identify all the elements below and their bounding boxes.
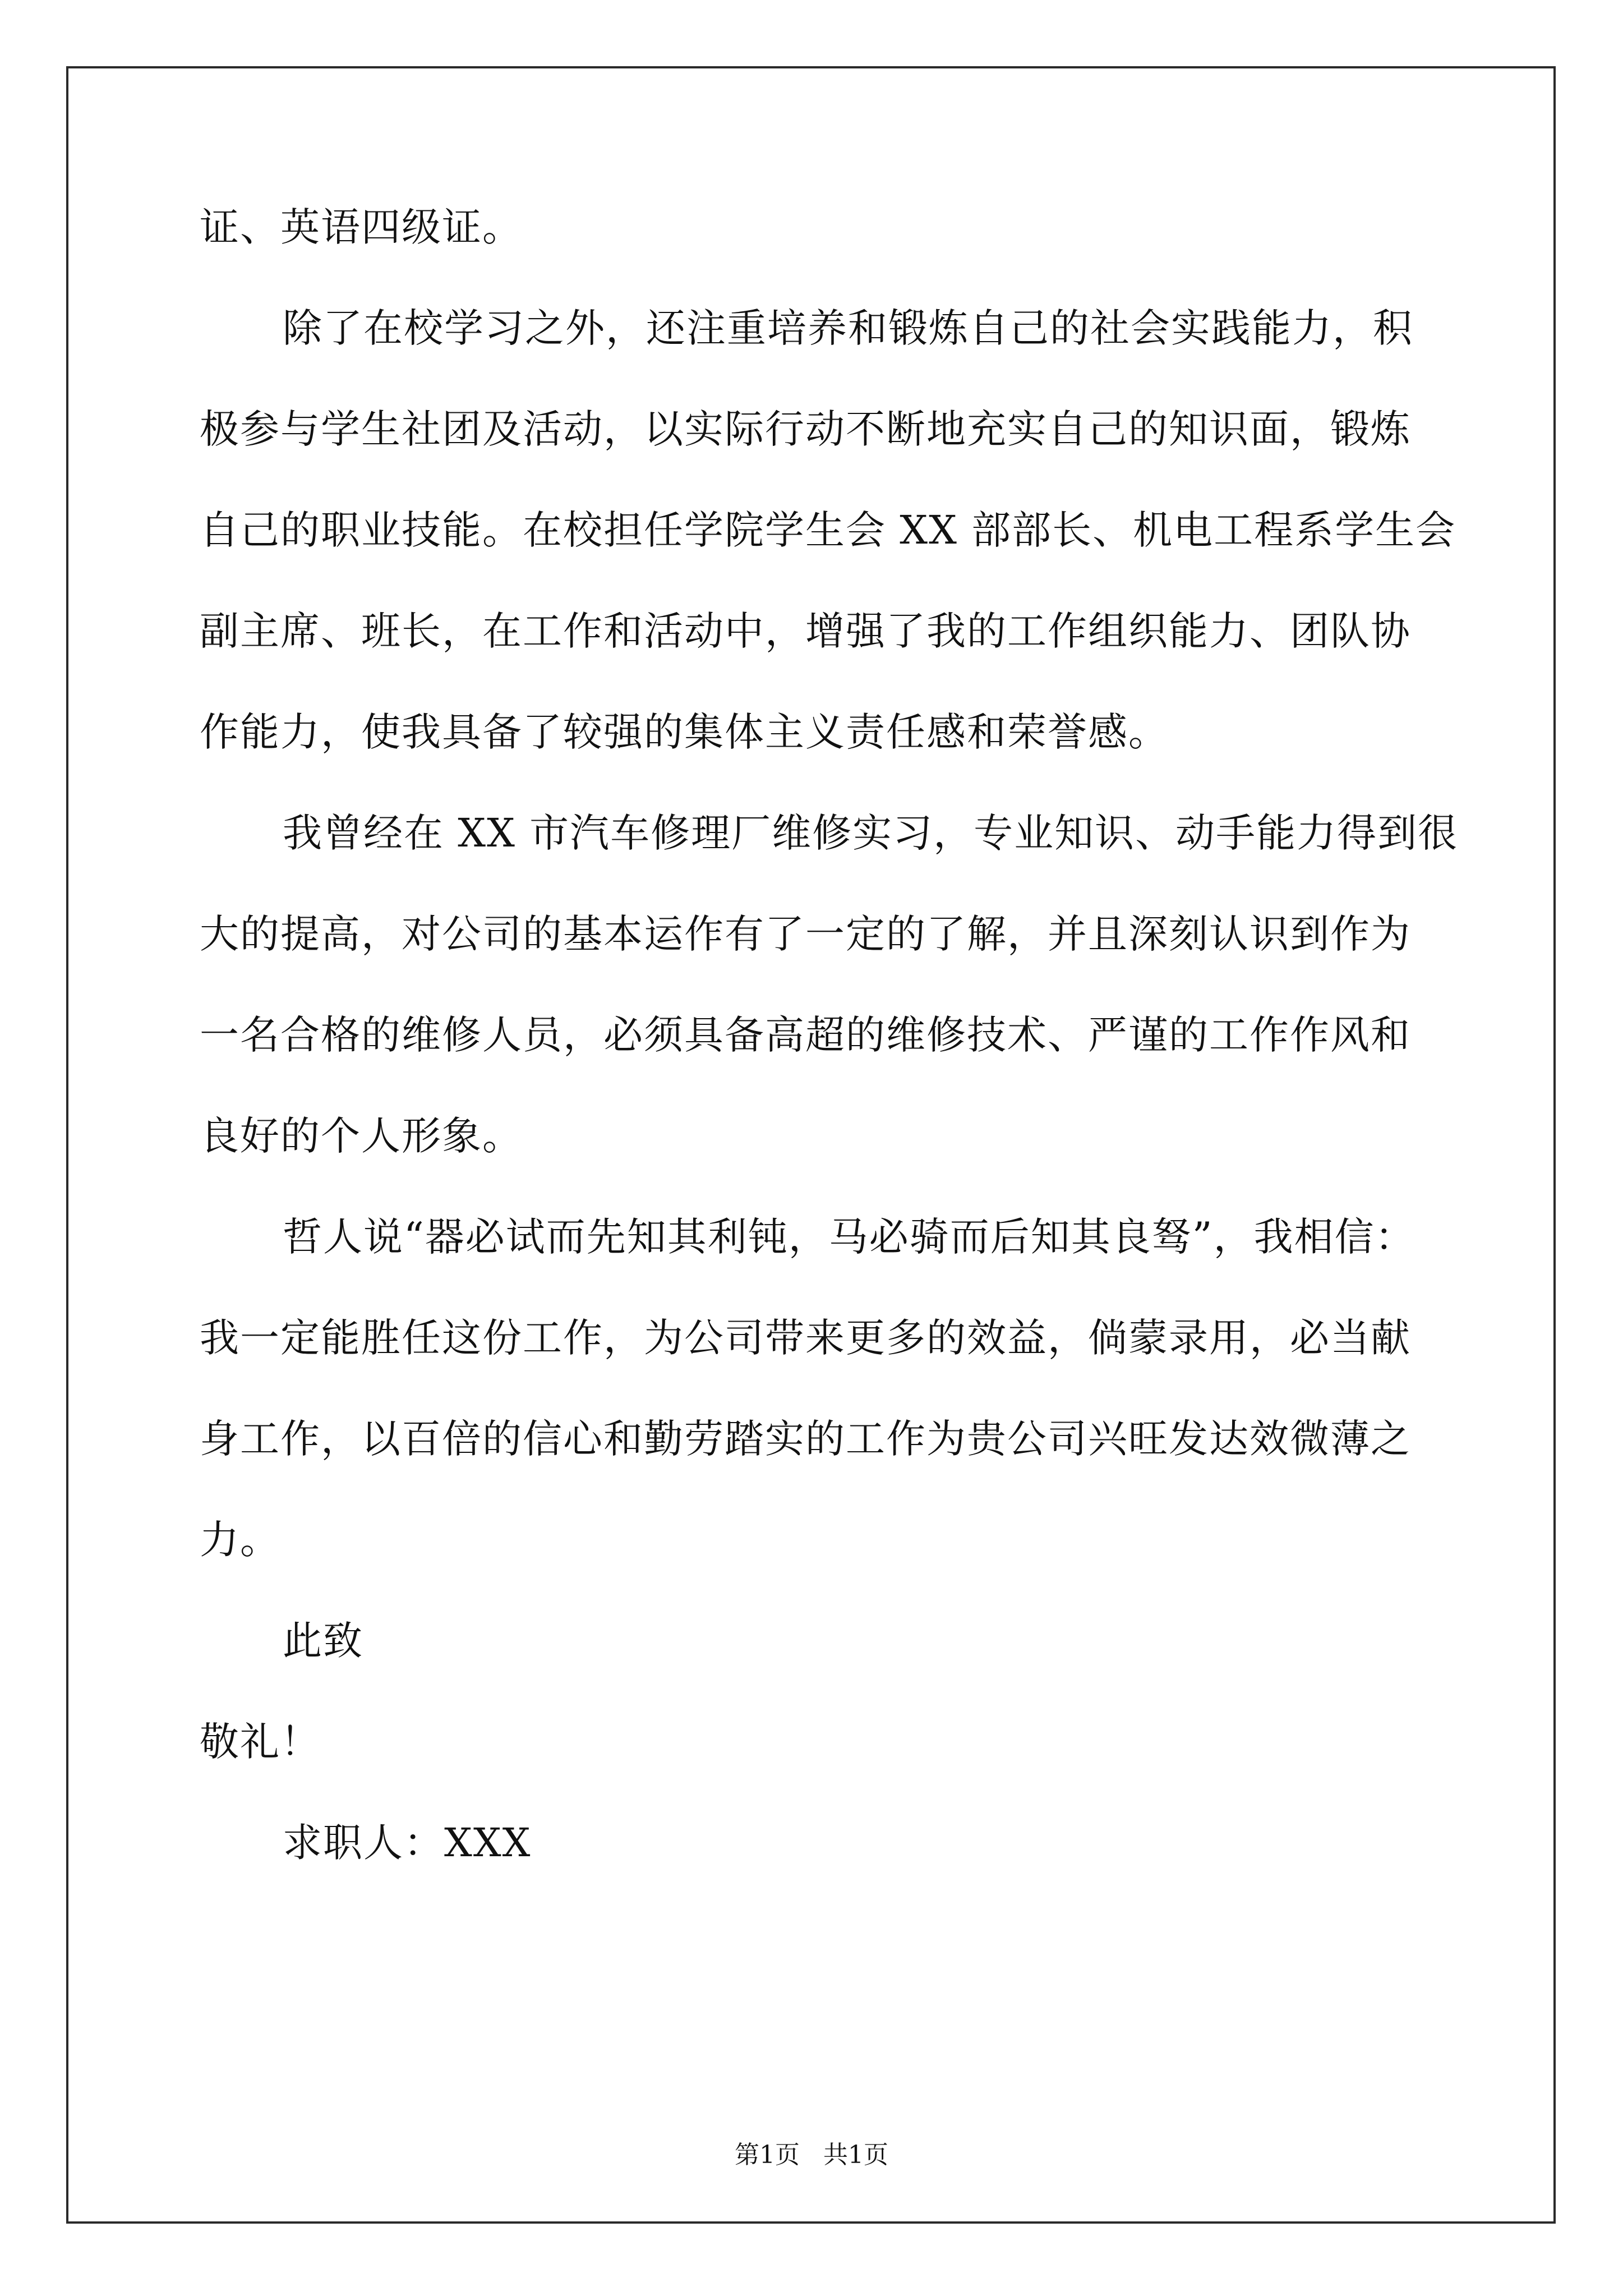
text-line: 一名合格的维修人员，必须具备高超的维修技术、严谨的工作作风和	[200, 1012, 1411, 1058]
text-line: 自己的职业技能。在校担任学院学生会 XX 部部长、机电工程系学生会	[200, 507, 1456, 553]
text-line: 良好的个人形象。	[200, 1113, 523, 1159]
paragraph-start-line: 哲人说“器必试而先知其利钝，马必骑而后知其良驽”，我相信：	[283, 1214, 1415, 1260]
text-line: 力。	[200, 1517, 280, 1563]
closing-salutation: 此致	[283, 1618, 363, 1664]
paragraph-start-line: 我曾经在 XX 市汽车修理厂维修实习，专业知识、动手能力得到很	[283, 810, 1459, 856]
text-line: 证、英语四级证。	[200, 204, 523, 250]
text-line: 我一定能胜任这份工作，为公司带来更多的效益，倘蒙录用，必当献	[200, 1315, 1411, 1361]
page-number-footer: 第1页 共1页	[735, 2141, 888, 2169]
text-line: 极参与学生社团及活动，以实际行动不断地充实自己的知识面，锻炼	[200, 406, 1411, 452]
text-line: 作能力，使我具备了较强的集体主义责任感和荣誉感。	[200, 709, 1169, 755]
text-line: 身工作，以百倍的信心和勤劳踏实的工作为贵公司兴旺发达效微薄之	[200, 1416, 1411, 1462]
applicant-signature: 求职人：XXX	[283, 1820, 532, 1866]
paragraph-start-line: 除了在校学习之外，还注重培养和锻炼自己的社会实践能力，积	[283, 305, 1413, 351]
text-line: 副主席、班长，在工作和活动中，增强了我的工作组织能力、团队协	[200, 608, 1411, 654]
text-line: 大的提高，对公司的基本运作有了一定的了解，并且深刻认识到作为	[200, 911, 1411, 957]
closing-regards: 敬礼！	[200, 1719, 321, 1765]
